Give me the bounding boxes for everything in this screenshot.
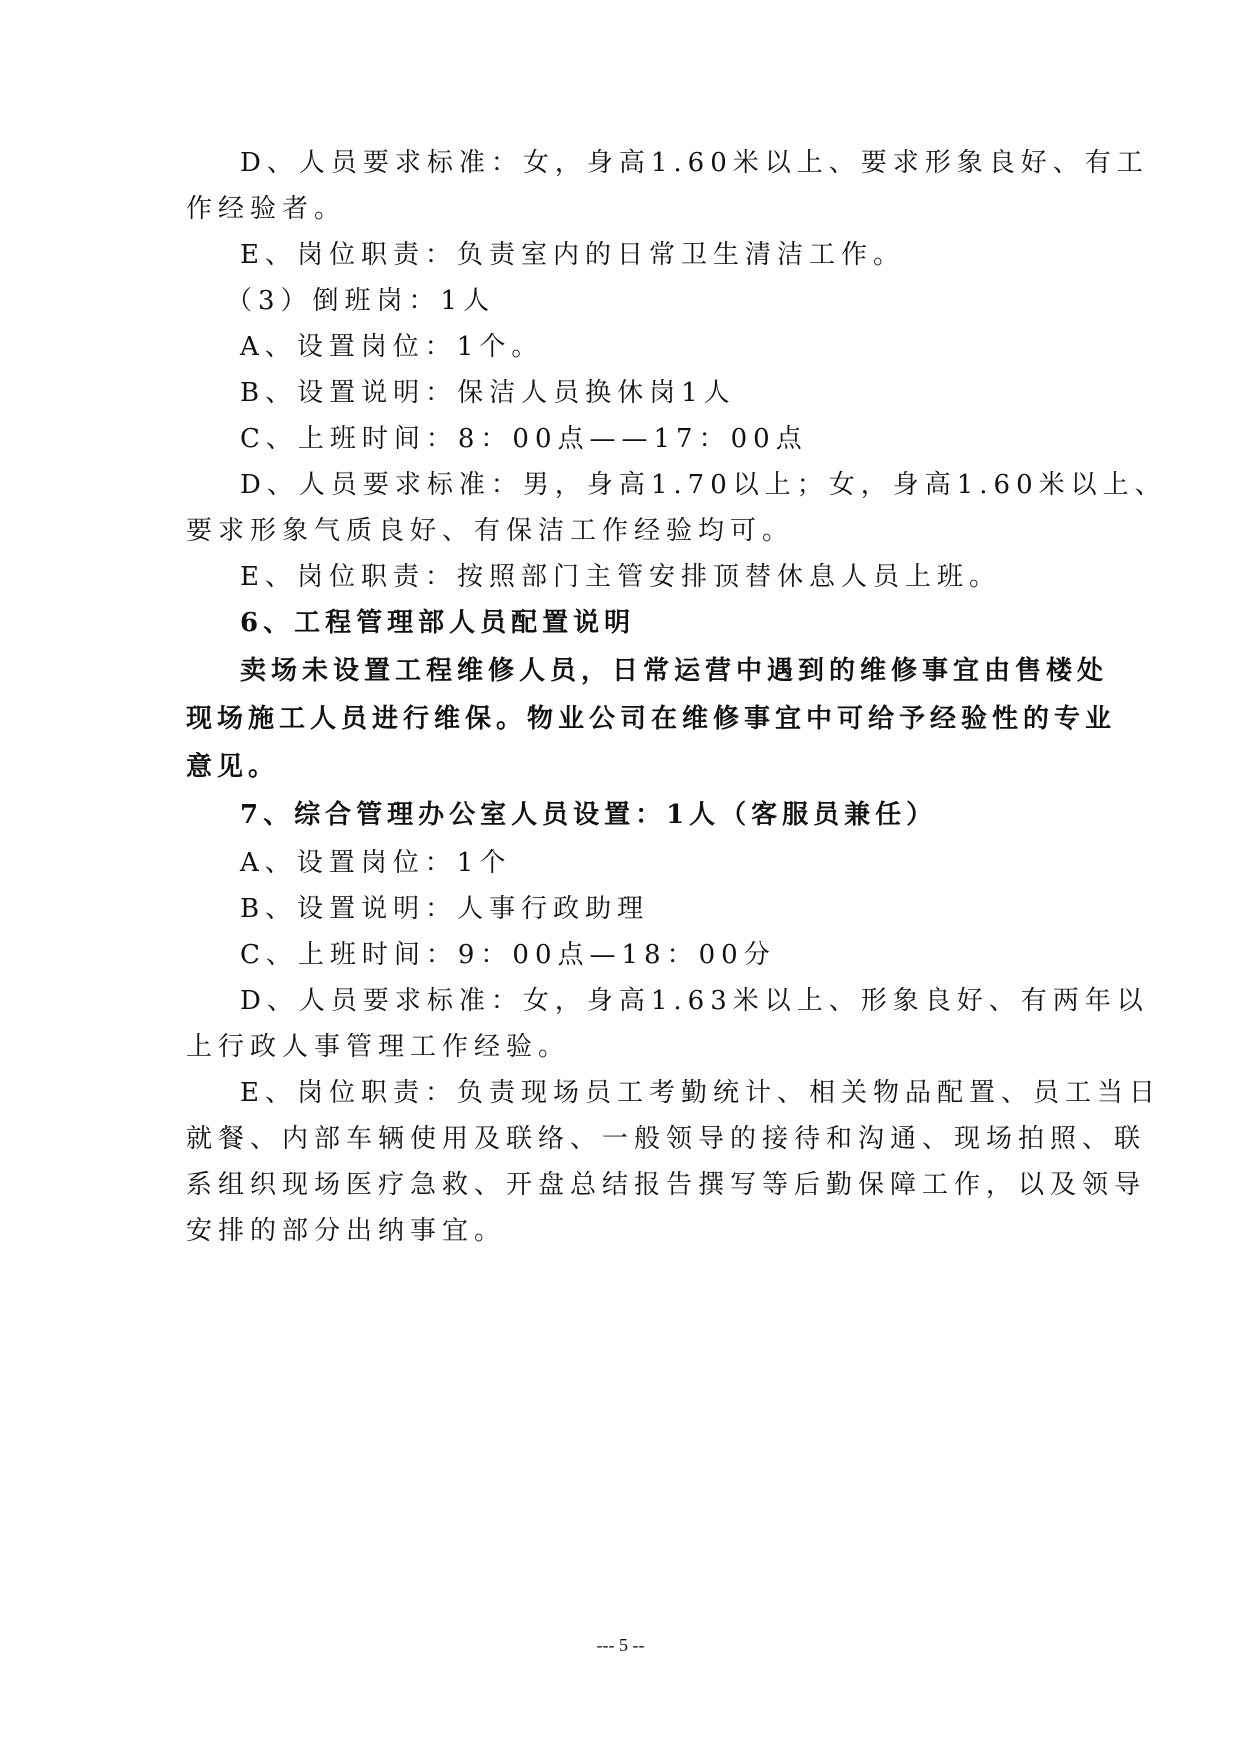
text-line: D、人员要求标准：女，身高1.60米以上、要求形象良好、有工	[240, 148, 1149, 178]
text-line: 上行政人事管理工作经验。	[186, 1032, 571, 1062]
text-line: E、岗位职责：负责现场员工考勤统计、相关物品配置、员工当日	[240, 1078, 1161, 1108]
text-line: E、岗位职责：按照部门主管安排顶替休息人员上班。	[240, 562, 1001, 592]
text-line: D、人员要求标准：女，身高1.63米以上、形象良好、有两年以	[240, 986, 1149, 1016]
section-heading: 7、综合管理办公室人员设置：1人（客服员兼任）	[240, 800, 938, 830]
text-line: 安排的部分出纳事宜。	[186, 1216, 507, 1246]
text-line: 要求形象气质良好、有保洁工作经验均可。	[186, 516, 795, 546]
text-line: A、设置岗位：1个	[240, 848, 512, 878]
text-line: C、上班时间：8：00点——17：00点	[240, 424, 808, 454]
text-line: C、上班时间：9：00点—18：00分	[240, 940, 776, 970]
text-line: B、设置说明：人事行政助理	[240, 894, 650, 924]
text-line: 就餐、内部车辆使用及联络、一般领导的接待和沟通、现场拍照、联	[186, 1124, 1147, 1154]
page-number: --- 5 --	[596, 1635, 645, 1655]
section-heading: 6、工程管理部人员配置说明	[240, 608, 636, 638]
text-line: 作经验者。	[186, 194, 347, 224]
text-line: （3）倒班岗：1人	[226, 286, 496, 316]
text-line: B、设置说明：保洁人员换休岗1人	[240, 378, 736, 408]
text-line: E、岗位职责：负责室内的日常卫生清洁工作。	[240, 240, 905, 270]
text-line: 意见。	[186, 752, 280, 782]
text-line: 卖场未设置工程维修人员，日常运营中遇到的维修事宜由售楼处	[240, 656, 1109, 686]
text-line: A、设置岗位：1个。	[240, 332, 544, 362]
text-line: 现场施工人员进行维保。物业公司在维修事宜中可给予经验性的专业	[186, 704, 1117, 734]
text-line: D、人员要求标准：男，身高1.70以上；女，身高1.60米以上、	[240, 470, 1167, 500]
text-line: 系组织现场医疗急救、开盘总结报告撰写等后勤保障工作，以及领导	[186, 1170, 1147, 1200]
